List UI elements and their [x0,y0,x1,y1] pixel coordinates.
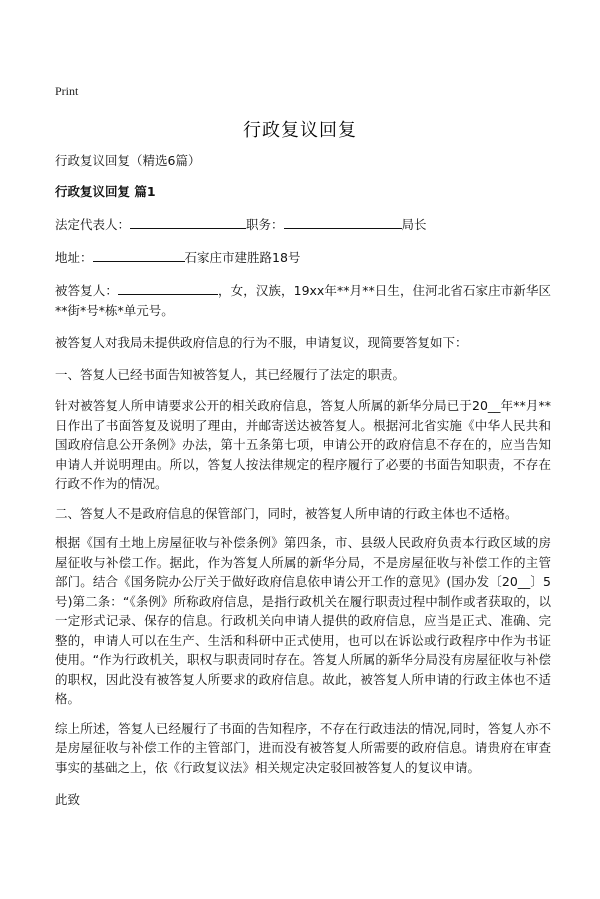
conclusion-paragraph: 综上所述，答复人已经履行了书面的告知程序，不存在行政违法的情况,同时，答复人亦不是房屋征收与补偿工作的主管部门，进而没有被答复人所需要的政府信息。请贵府在审查事实的基础之上，依《行政复议法》相关规定决定驳回被答复人的复议申请。 [55,720,551,775]
point1-body: 针对被答复人所申请要求公开的相关政府信息，答复人所属的新华分局已于20__年**月**日作出了书面答复及说明了理由，并邮寄送达被答复人。根据河北省实施《中华人民共和国政府信息公开条例》办法，第十五条第七项，申请公开的政府信息不存在的，应当告知申请人并说明理由。所以，答复人按法律规定的程序履行了必要的书面告知职责，不存在行政不作为的情况。 [55,398,551,491]
address-row [55,246,551,269]
respondent-label: 被答复人： [55,283,118,298]
respondent-row [55,279,551,320]
legal-rep-blank [130,213,246,229]
point2-heading: 二、答复人不是政府信息的保管部门，同时，被答复人所申请的行政主体也不适格。 [55,505,518,521]
document-subtitle: 行政复议回复（精选6篇） [55,153,201,168]
point2-body: 根据《国有土地上房屋征收与补偿条例》第四条，市、县级人民政府负责本行政区域的房屋征收与补偿工作。据此，作为答复人所属的新华分局，不是房屋征收与补偿工作的主管部门。结合《国务院办公厅关于做好政府信息依申请公开工作的意见》(国办发〔20__〕5号)第二条：“《条例》所称政府信息，是指行政机关在履行职责过程中制作或者获取的，以一定形式记录、保存的信息。行政机关向申请人提供的政府信息，应当是正式、准确、完整的，申请人可以在生产、生活和科研中正式使用，也可以在诉讼或行政程序中作为书证使用。“作为行政机关，职权与职责同时存在。答复人所属的新华分局没有房屋征收与补偿的职权，因此没有被答复人所要求的政府信息。故此，被答复人所申请的行政主体也不适格。 [55,535,551,706]
section-heading: 行政复议回复 篇1 [55,184,156,199]
position-label: 职务： [246,217,284,232]
document-title: 行政复议回复 [243,120,357,141]
legal-representative-row [55,213,551,236]
print-label: Print [55,84,79,98]
position-value: 局长 [401,217,427,232]
point1-heading: 一、答复人已经书面告知被答复人，其已经履行了法定的职责。 [55,367,406,382]
respondent-blank [118,279,218,295]
legal-rep-label: 法定代表人： [55,217,131,232]
address-label: 地址： [55,250,93,265]
document-body [55,150,551,811]
position-blank [284,213,402,229]
intro-paragraph: 被答复人对我局未提供政府信息的行为不服，申请复议，现简要答复如下： [55,335,468,350]
address-blank [93,246,185,262]
closing-text: 此致 [55,792,81,807]
address-value: 石家庄市建胜路18号 [184,250,301,265]
respondent-info: ，女，汉族，19xx年**月**日生，住河北省石家庄市新华区**街*号*栋*单元号。 [55,283,551,318]
